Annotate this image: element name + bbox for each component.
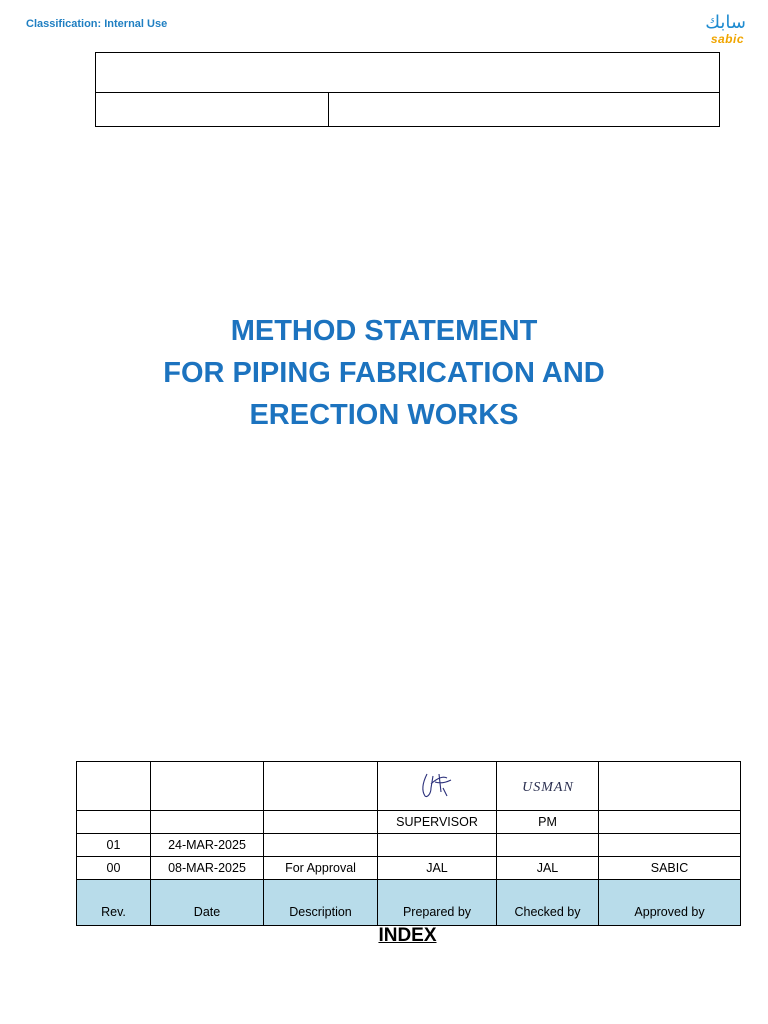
approved-cell: [599, 834, 741, 857]
document-header-table: [95, 52, 720, 127]
title-line-1: METHOD STATEMENT: [230, 315, 538, 347]
header-cell-right: [329, 93, 720, 127]
header-cell-left: [96, 93, 329, 127]
title-line-3: ERECTION WORKS: [249, 399, 519, 431]
prepared-cell: JAL: [378, 857, 497, 880]
signature-cell-approved: [599, 762, 741, 811]
signature-cell-checked: [497, 762, 599, 811]
header-checked-by: Checked by: [497, 880, 599, 926]
date-cell: 08-MAR-2025: [151, 857, 264, 880]
signature-cell-rev: [77, 762, 151, 811]
header-rev: Rev.: [77, 880, 151, 926]
supervisor-signature: [417, 768, 457, 804]
checked-cell: JAL: [497, 857, 599, 880]
document-title: [0, 310, 768, 436]
role-cell: [77, 811, 151, 834]
checked-cell: [497, 834, 599, 857]
rev-cell: 01: [77, 834, 151, 857]
prepared-cell: [378, 834, 497, 857]
role-cell: [151, 811, 264, 834]
signature-row: [77, 762, 741, 811]
logo-arabic-text: سابك: [705, 12, 746, 33]
title-line-2: FOR PIPING FABRICATION AND: [163, 357, 605, 389]
header-prepared-by: Prepared by: [378, 880, 497, 926]
table-row: [77, 857, 741, 880]
role-row: [77, 811, 741, 834]
rev-cell: 00: [77, 857, 151, 880]
signature-cell-description: [264, 762, 378, 811]
logo-latin-text: sabic: [710, 32, 744, 46]
table-row: [77, 834, 741, 857]
header-description: Description: [264, 880, 378, 926]
description-cell: [264, 834, 378, 857]
pm-signature: [513, 774, 583, 798]
signature-cell-date: [151, 762, 264, 811]
signature-cell-prepared: [378, 762, 497, 811]
role-cell-supervisor: SUPERVISOR: [378, 811, 497, 834]
revision-table: [76, 761, 741, 926]
role-cell: [599, 811, 741, 834]
classification-label: Classification: Internal Use: [26, 18, 168, 30]
date-cell: 24-MAR-2025: [151, 834, 264, 857]
table-header-row: [77, 880, 741, 926]
role-cell: [264, 811, 378, 834]
pm-signature-text: USMAN: [521, 780, 574, 795]
role-cell-pm: PM: [497, 811, 599, 834]
header-approved-by: Approved by: [599, 880, 741, 926]
sabic-logo: [676, 14, 746, 50]
description-cell: For Approval: [264, 857, 378, 880]
header-date: Date: [151, 880, 264, 926]
approved-cell: SABIC: [599, 857, 741, 880]
header-cell-top: [96, 53, 720, 93]
index-heading: INDEX: [378, 925, 437, 946]
